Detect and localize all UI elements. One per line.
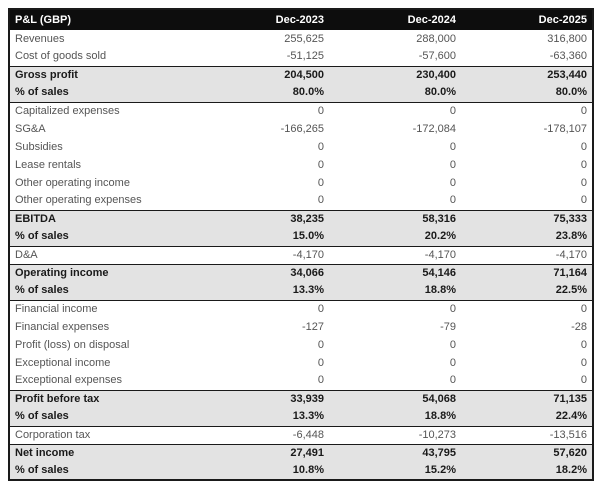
- cell-value: 316,800: [547, 32, 587, 45]
- cell-value: -51,125: [286, 50, 324, 63]
- row-label: Net income: [9, 444, 197, 462]
- cell-value: 0: [580, 140, 587, 153]
- row-label: Financial expenses: [15, 320, 110, 333]
- cell-value: 38,235: [197, 210, 329, 228]
- row-label: % of sales: [9, 462, 197, 480]
- cell-value: 288,000: [416, 32, 456, 45]
- cell-value: 23.8%: [461, 228, 593, 246]
- cell-value: -4,170: [292, 248, 324, 261]
- cell-value: 253,440: [461, 66, 593, 84]
- cell-value: 0: [580, 356, 587, 369]
- row-label: % of sales: [9, 282, 197, 300]
- row-label: Exceptional income: [15, 356, 111, 369]
- header-cell-period: Dec-2024: [329, 9, 461, 30]
- table-row: [9, 318, 593, 336]
- cell-value: -4,170: [555, 248, 587, 261]
- row-label: Corporation tax: [15, 428, 91, 441]
- cell-value: 80.0%: [197, 84, 329, 102]
- pnl-table: [8, 8, 594, 481]
- cell-value: 0: [449, 302, 456, 315]
- cell-value: -79: [440, 320, 456, 333]
- cell-value: 255,625: [284, 32, 324, 45]
- header-cell-period: Dec-2025: [461, 9, 593, 30]
- cell-value: 0: [317, 104, 324, 117]
- header-cell-title: P&L (GBP): [9, 9, 197, 30]
- cell-value: 18.8%: [329, 408, 461, 426]
- row-label: Other operating income: [15, 176, 130, 189]
- cell-value: 13.3%: [197, 408, 329, 426]
- cell-value: -63,360: [549, 50, 587, 63]
- row-label: Gross profit: [9, 66, 197, 84]
- cell-value: -10,273: [418, 428, 456, 441]
- cell-value: 0: [449, 356, 456, 369]
- table-row: [9, 354, 593, 372]
- row-label: Profit (loss) on disposal: [15, 338, 130, 351]
- cell-value: 0: [449, 158, 456, 171]
- table-row: [9, 66, 593, 84]
- row-label: SG&A: [15, 122, 46, 135]
- cell-value: 0: [317, 194, 324, 207]
- cell-value: 80.0%: [461, 84, 593, 102]
- cell-value: 0: [317, 338, 324, 351]
- table-row: [9, 264, 593, 282]
- table-body: [9, 30, 593, 480]
- table-row: [9, 156, 593, 174]
- cell-value: 58,316: [329, 210, 461, 228]
- row-label: Capitalized expenses: [15, 104, 120, 117]
- table-row: [9, 192, 593, 210]
- cell-value: 10.8%: [197, 462, 329, 480]
- cell-value: 0: [449, 338, 456, 351]
- table-row: [9, 282, 593, 300]
- cell-value: 15.2%: [329, 462, 461, 480]
- cell-value: 204,500: [197, 66, 329, 84]
- cell-value: 230,400: [329, 66, 461, 84]
- table-row: [9, 228, 593, 246]
- cell-value: 15.0%: [197, 228, 329, 246]
- table-row: [9, 138, 593, 156]
- cell-value: -172,084: [412, 122, 456, 135]
- cell-value: 0: [449, 104, 456, 117]
- cell-value: 43,795: [329, 444, 461, 462]
- cell-value: 13.3%: [197, 282, 329, 300]
- row-label: D&A: [15, 248, 38, 261]
- cell-value: 18.8%: [329, 282, 461, 300]
- table-row: [9, 462, 593, 480]
- row-label: Financial income: [15, 302, 98, 315]
- table-row: [9, 426, 593, 444]
- row-label: EBITDA: [9, 210, 197, 228]
- cell-value: 0: [580, 374, 587, 387]
- table-row: [9, 84, 593, 102]
- row-label: Exceptional expenses: [15, 374, 123, 387]
- cell-value: 54,068: [329, 390, 461, 408]
- table-row: [9, 102, 593, 120]
- table-row: [9, 372, 593, 390]
- table-row: [9, 120, 593, 138]
- cell-value: 0: [580, 104, 587, 117]
- cell-value: -28: [571, 320, 587, 333]
- cell-value: 0: [317, 302, 324, 315]
- cell-value: 33,939: [197, 390, 329, 408]
- cell-value: 0: [580, 338, 587, 351]
- cell-value: -13,516: [549, 428, 587, 441]
- cell-value: 71,135: [461, 390, 593, 408]
- cell-value: 54,146: [329, 264, 461, 282]
- row-label: % of sales: [9, 84, 197, 102]
- row-label: Subsidies: [15, 140, 63, 153]
- cell-value: 0: [449, 374, 456, 387]
- header-cell-period: Dec-2023: [197, 9, 329, 30]
- cell-value: 0: [449, 176, 456, 189]
- table-row: [9, 48, 593, 66]
- table-row: [9, 300, 593, 318]
- table-row: [9, 30, 593, 48]
- cell-value: 0: [580, 176, 587, 189]
- cell-value: 27,491: [197, 444, 329, 462]
- cell-value: 34,066: [197, 264, 329, 282]
- cell-value: 57,620: [461, 444, 593, 462]
- cell-value: -178,107: [543, 122, 587, 135]
- cell-value: -127: [301, 320, 324, 333]
- table-row: [9, 210, 593, 228]
- cell-value: 18.2%: [461, 462, 593, 480]
- row-label: Profit before tax: [9, 390, 197, 408]
- row-label: Lease rentals: [15, 158, 82, 171]
- cell-value: 80.0%: [329, 84, 461, 102]
- cell-value: 0: [317, 176, 324, 189]
- cell-value: 22.4%: [461, 408, 593, 426]
- cell-value: -4,170: [424, 248, 456, 261]
- cell-value: 0: [317, 158, 324, 171]
- header-row: [9, 9, 593, 30]
- cell-value: -166,265: [280, 122, 324, 135]
- table-row: [9, 336, 593, 354]
- cell-value: 0: [317, 356, 324, 369]
- row-label: % of sales: [9, 228, 197, 246]
- cell-value: 75,333: [461, 210, 593, 228]
- table-row: [9, 444, 593, 462]
- cell-value: 71,164: [461, 264, 593, 282]
- cell-value: 0: [449, 140, 456, 153]
- row-label: Other operating expenses: [15, 194, 142, 207]
- table-row: [9, 174, 593, 192]
- cell-value: 0: [317, 374, 324, 387]
- cell-value: 20.2%: [329, 228, 461, 246]
- table-row: [9, 408, 593, 426]
- row-label: % of sales: [9, 408, 197, 426]
- table-row: [9, 246, 593, 264]
- cell-value: -6,448: [292, 428, 324, 441]
- row-label: Operating income: [9, 264, 197, 282]
- cell-value: -57,600: [418, 50, 456, 63]
- table-row: [9, 390, 593, 408]
- cell-value: 0: [580, 194, 587, 207]
- cell-value: 0: [449, 194, 456, 207]
- row-label: Cost of goods sold: [15, 50, 107, 63]
- cell-value: 0: [580, 158, 587, 171]
- cell-value: 22.5%: [461, 282, 593, 300]
- row-label: Revenues: [15, 32, 65, 45]
- cell-value: 0: [317, 140, 324, 153]
- cell-value: 0: [580, 302, 587, 315]
